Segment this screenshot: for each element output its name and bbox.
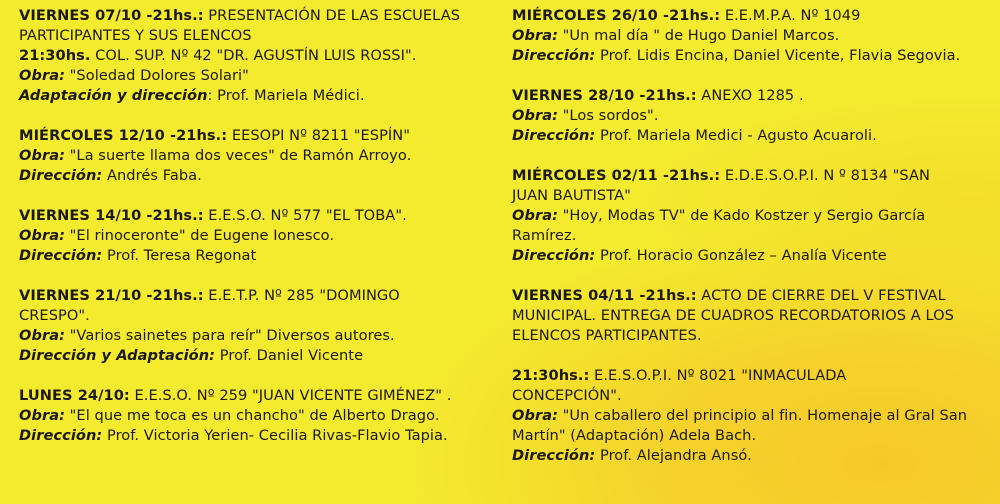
entry-line (512, 186, 992, 206)
schedule-entry (512, 286, 992, 346)
entry-text: EESOPI Nº 8211 "ESPÍN" (227, 127, 411, 144)
field-label: Dirección: (19, 427, 103, 444)
date-heading: MIÉRCOLES 26/10 -21hs.: (512, 7, 721, 24)
entry-line (19, 26, 489, 46)
entry-text: PARTICIPANTES Y SUS ELENCOS (19, 27, 252, 44)
entry-text: Prof. Mariela Medici - Agusto Acuaroli. (595, 127, 877, 144)
schedule-entry (19, 286, 489, 366)
entry-line (512, 126, 992, 146)
date-heading: VIERNES 21/10 -21hs.: (19, 287, 204, 304)
field-label: Dirección: (512, 127, 596, 144)
entry-line (512, 326, 992, 346)
entry-line (19, 386, 489, 406)
field-label: Adaptación y dirección (19, 87, 208, 104)
entry-line (512, 406, 992, 426)
date-heading: VIERNES 07/10 -21hs.: (19, 7, 204, 24)
entry-line (512, 366, 992, 386)
entry-line (19, 346, 489, 366)
date-heading: MIÉRCOLES 12/10 -21hs.: (19, 127, 228, 144)
entry-line (512, 46, 992, 66)
entry-text: "Varios sainetes para reír" Diversos autores. (64, 327, 395, 344)
entry-line (19, 46, 489, 66)
entry-text: ANEXO 1285 . (696, 87, 804, 104)
entry-text: "Hoy, Modas TV" de Kado Kostzer y Sergio García (557, 207, 926, 224)
entry-line (19, 206, 489, 226)
entry-text: JUAN BAUTISTA" (512, 187, 631, 204)
right-column (512, 6, 992, 486)
entry-line (19, 226, 489, 246)
entry-text: E.E.S.O. Nº 577 "EL TOBA". (203, 207, 407, 224)
entry-text: "El rinoceronte" de Eugene Ionesco. (64, 227, 335, 244)
field-label: Dirección: (19, 167, 103, 184)
date-heading: 21:30hs.: (512, 367, 590, 384)
entry-line (19, 66, 489, 86)
entry-text: Andrés Faba. (102, 167, 202, 184)
schedule-entry (19, 126, 489, 186)
date-heading: VIERNES 14/10 -21hs.: (19, 207, 204, 224)
entry-line (512, 106, 992, 126)
entry-text: "El que me toca es un chancho" de Alberto Drago. (64, 407, 440, 424)
entry-text: Prof. Lidis Encina, Daniel Vicente, Flavia Segovia. (595, 47, 961, 64)
date-heading: MIÉRCOLES 02/11 -21hs.: (512, 167, 721, 184)
entry-line (19, 286, 489, 306)
entry-line (512, 286, 992, 306)
field-label: Dirección: (512, 247, 596, 264)
entry-text: Prof. Victoria Yerien- Cecilia Rivas-Flavio Tapia. (102, 427, 448, 444)
entry-text: "Un mal día " de Hugo Daniel Marcos. (557, 27, 840, 44)
entry-text: CRESPO". (19, 307, 90, 324)
entry-line (19, 146, 489, 166)
entry-line (19, 246, 489, 266)
date-heading: VIERNES 04/11 -21hs.: (512, 287, 697, 304)
schedule-entry (19, 6, 489, 106)
entry-line (512, 26, 992, 46)
date-heading: 21:30hs. (19, 47, 91, 64)
entry-text: PRESENTACIÓN DE LAS ESCUELAS (203, 7, 461, 24)
entry-line (19, 126, 489, 146)
entry-line (512, 246, 992, 266)
entry-text: Martín" (Adaptación) Adela Bach. (512, 427, 757, 444)
entry-text: "Un caballero del principio al fin. Homenaje al Gral San (557, 407, 968, 424)
field-label: Dirección y Adaptación: (19, 347, 216, 364)
entry-line (19, 326, 489, 346)
schedule-entry (512, 366, 992, 466)
schedule-entry (19, 386, 489, 446)
entry-line (19, 166, 489, 186)
entry-text: E.E.S.O.P.I. Nº 8021 "INMACULADA (589, 367, 847, 384)
entry-text: ACTO DE CIERRE DEL V FESTIVAL (696, 287, 946, 304)
entry-line (19, 6, 489, 26)
entry-text: ELENCOS PARTICIPANTES. (512, 327, 702, 344)
entry-text: "La suerte llama dos veces" de Ramón Arroyo. (64, 147, 412, 164)
entry-line (512, 166, 992, 186)
entry-text: Prof. Alejandra Ansó. (595, 447, 752, 464)
entry-line (512, 226, 992, 246)
field-label: Obra: (512, 27, 558, 44)
entry-line (512, 306, 992, 326)
entry-text: Prof. Horacio González – Analía Vicente (595, 247, 887, 264)
field-label: Dirección: (19, 247, 103, 264)
entry-text: MUNICIPAL. ENTREGA DE CUADROS RECORDATORIOS A LOS (512, 307, 954, 324)
date-heading: VIERNES 28/10 -21hs.: (512, 87, 697, 104)
entry-line (512, 206, 992, 226)
left-column (19, 6, 489, 466)
field-label: Obra: (19, 67, 65, 84)
schedule-entry (19, 206, 489, 266)
field-label: Dirección: (512, 47, 596, 64)
entry-line (19, 86, 489, 106)
schedule-entry (512, 86, 992, 146)
field-label: Obra: (19, 407, 65, 424)
entry-text: : Prof. Mariela Médici. (207, 87, 365, 104)
entry-line (512, 446, 992, 466)
field-label: Dirección: (512, 447, 596, 464)
entry-line (512, 426, 992, 446)
entry-text: "Soledad Dolores Solari" (64, 67, 249, 84)
entry-text: COL. SUP. Nº 42 "DR. AGUSTÍN LUIS ROSSI". (90, 47, 417, 64)
entry-text: Prof. Daniel Vicente (215, 347, 364, 364)
entry-line (512, 86, 992, 106)
entry-text: Ramírez. (512, 227, 577, 244)
entry-text: "Los sordos". (557, 107, 659, 124)
field-label: Obra: (19, 147, 65, 164)
entry-line (19, 406, 489, 426)
entry-text: E.D.E.S.O.P.I. N º 8134 "SAN (720, 167, 931, 184)
schedule-entry (512, 6, 992, 66)
entry-line (19, 426, 489, 446)
field-label: Obra: (19, 327, 65, 344)
date-heading: LUNES 24/10: (19, 387, 130, 404)
entry-line (512, 6, 992, 26)
entry-text: E.E.M.P.A. Nº 1049 (720, 7, 861, 24)
entry-text: CONCEPCIÓN". (512, 387, 622, 404)
entry-line (19, 306, 489, 326)
field-label: Obra: (512, 107, 558, 124)
field-label: Obra: (19, 227, 65, 244)
field-label: Obra: (512, 207, 558, 224)
entry-line (512, 386, 992, 406)
schedule-entry (512, 166, 992, 266)
entry-text: E.E.S.O. Nº 259 "JUAN VICENTE GIMÉNEZ" . (129, 387, 452, 404)
entry-text: E.E.T.P. Nº 285 "DOMINGO (203, 287, 400, 304)
field-label: Obra: (512, 407, 558, 424)
entry-text: Prof. Teresa Regonat (102, 247, 257, 264)
